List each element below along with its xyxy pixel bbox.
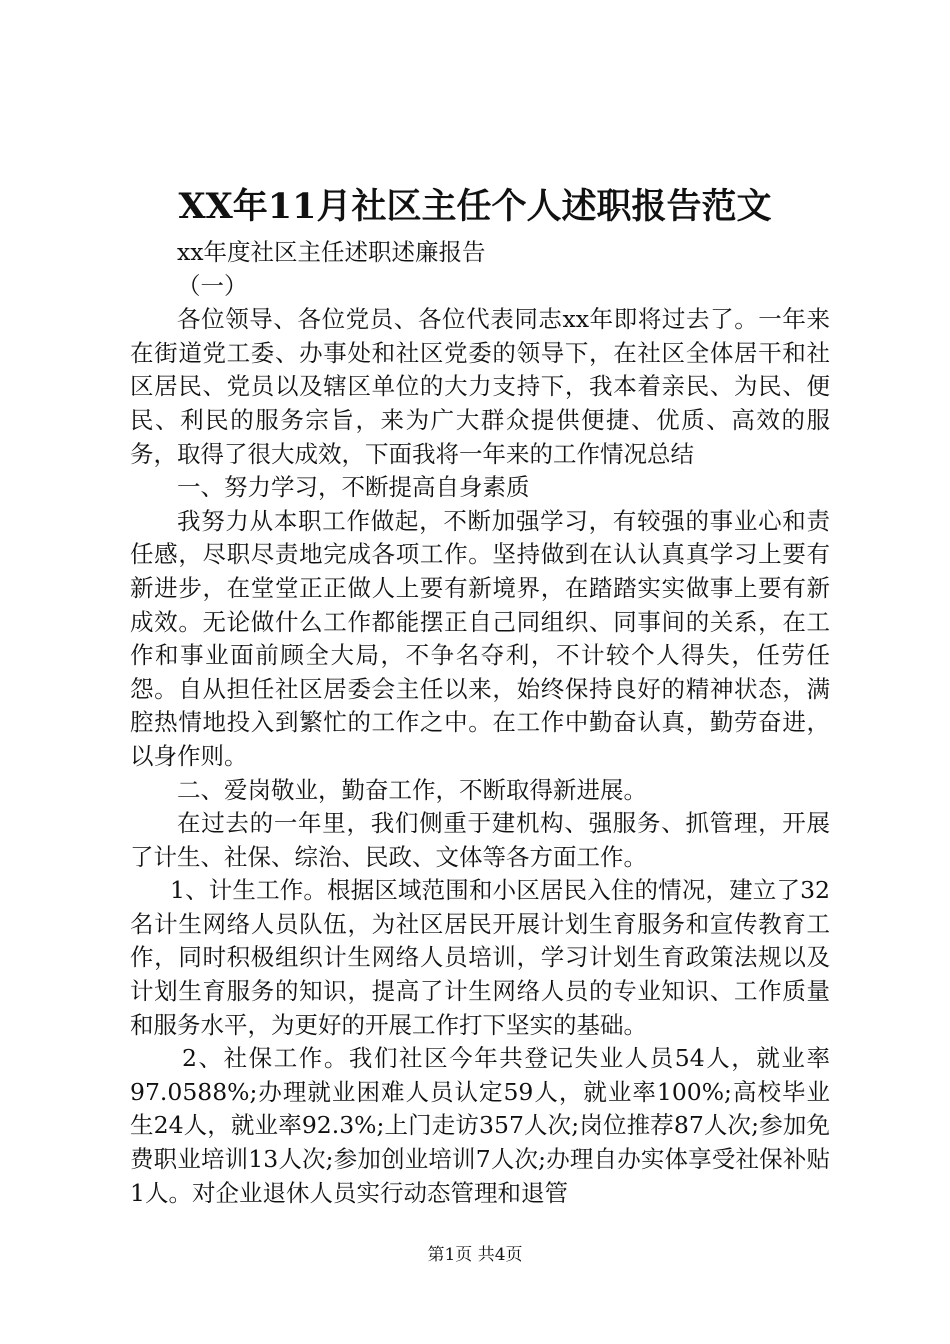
study-paragraph: 我努力从本职工作做起，不断加强学习，有较强的事业心和责任感，尽职尽责地完成各项工作。坚持做到在认认真真学习上要有新进步，在堂堂正正做人上要有新境界，在踏踏实实做事上要有新成效。无论做什么工作都能摆正自己同组织、同事间的关系，在工作和事业面前顾全大局，不争名夺利，不计较个人得失，任劳任怨。自从担任社区居委会主任以来，始终保持良好的精神状态，满腔热情地投入到繁忙的工作之中。在工作中勤奋认真，勤劳奋进，以身作则。 [130,506,830,770]
document-body [130,236,830,1210]
social-security-paragraph: 2、社保工作。我们社区今年共登记失业人员54人，就业率97.0588%;办理就业困难人员认定59人，就业率100%;高校毕业生24人，就业率92.3%;上门走访357人次;岗位推荐87人次;参加免费职业培训13人次;参加创业培训7人次;办理自办实体享受社保补贴1人。对企业退休人员实行动态管理和退管 [130,1044,830,1207]
work-overview-paragraph: 在过去的一年里，我们侧重于建机构、强服务、抓管理，开展了计生、社保、综治、民政、文体等各方面工作。 [130,809,830,871]
heading-study-paragraph: 一、努力学习，不断提高自身素质 [177,473,530,502]
page-footer: 第1页 共4页 [427,1245,523,1265]
section-number-paragraph: （一） [177,271,248,300]
family-planning-paragraph: 1、计生工作。根据区域范围和小区居民入住的情况，建立了32名计生网络人员队伍，为社区居民开展计划生育服务和宣传教育工作，同时积极组织计生网络人员培训，学习计划生育政策法规以及计划生育服务的知识，提高了计生网络人员的专业知识、工作质量和服务水平，为更好的开展工作打下坚实的基础。 [130,876,830,1039]
subtitle-paragraph: xx年度社区主任述职述廉报告 [177,238,486,266]
opening-paragraph: 各位领导、各位党员、各位代表同志xx年即将过去了。一年来在街道党工委、办事处和社区党委的领导下，在社区全体居干和社区居民、党员以及辖区单位的大力支持下，我本着亲民、为民、便民、利民的服务宗旨，来为广大群众提供便捷、优质、高效的服务，取得了很大成效，下面我将一年来的工作情况总结 [130,305,830,468]
heading-work-paragraph: 二、爱岗敬业，勤奋工作，不断取得新进展。 [177,775,647,804]
document-title: XX年11月社区主任个人述职报告范文 [178,186,772,227]
